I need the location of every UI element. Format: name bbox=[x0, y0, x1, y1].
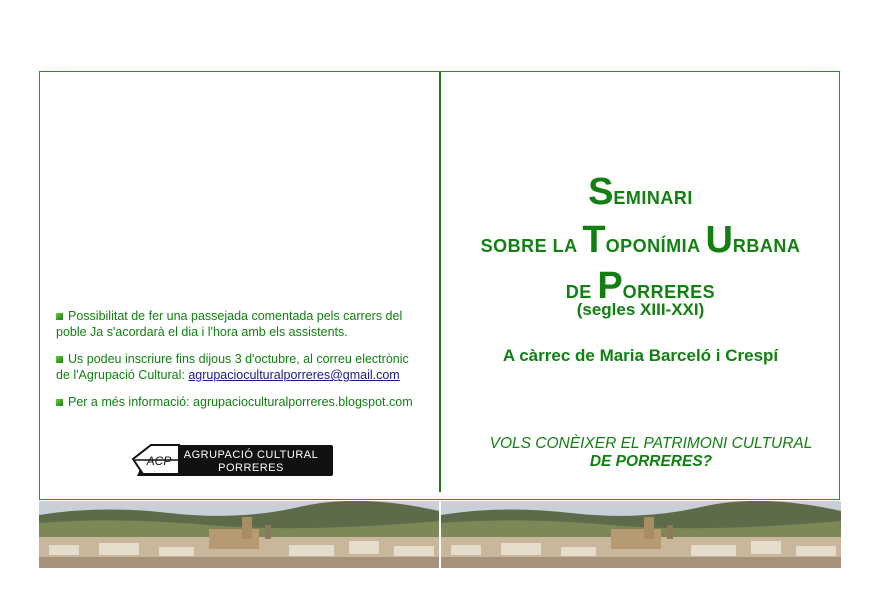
bullet-register bbox=[56, 351, 426, 383]
logo-line1: AGRUPACIÓ CULTURAL bbox=[183, 449, 319, 461]
title-rest: EMINARI bbox=[613, 188, 693, 208]
question-line1: VOLS CONÈIXER EL PATRIMONI CULTURAL bbox=[489, 435, 813, 452]
seminar-dates: (segles XIII-XXI) bbox=[576, 300, 705, 319]
bullet-square-icon bbox=[56, 399, 63, 406]
title-rest: SOBRE LA bbox=[480, 236, 583, 256]
bullet-text: Us podeu inscriure fins dijous 3 d'octubre, al correu electrònic de l'Agrupació Cultural: bbox=[56, 352, 409, 382]
title-rest: DE bbox=[565, 282, 598, 302]
bullet-square-icon bbox=[56, 356, 63, 363]
title-rest: ORRERES bbox=[622, 282, 716, 302]
question-line2: DE PORRERES? bbox=[589, 453, 713, 470]
bullet-text: Per a més informació: agrupacioculturalporreres.blogspot.com bbox=[68, 395, 413, 409]
title-cap: S bbox=[588, 171, 614, 213]
info-bullets bbox=[56, 308, 426, 421]
logo-abbr: ACP bbox=[146, 454, 172, 468]
heritage-question bbox=[441, 435, 861, 471]
title-rest: RBANA bbox=[732, 236, 801, 256]
title-cap: T bbox=[582, 219, 606, 261]
bullet-square-icon bbox=[56, 313, 63, 320]
seminar-title bbox=[441, 170, 840, 312]
town-photo-right bbox=[441, 501, 841, 568]
title-cap: U bbox=[705, 219, 733, 261]
town-photo-left bbox=[39, 501, 439, 568]
bullet-text: Possibilitat de fer una passejada comentada pels carrers del poble Ja s'acordarà el dia i l'hora amb els assistents. bbox=[56, 309, 403, 339]
bullet-walk bbox=[56, 308, 426, 340]
logo-line2: PORRERES bbox=[218, 462, 284, 474]
email-link[interactable]: agrupacioculturalporreres@gmail.com bbox=[188, 368, 400, 382]
title-rest: OPONÍMIA bbox=[605, 236, 706, 256]
bullet-more-info bbox=[56, 394, 426, 410]
title-cap: P bbox=[597, 265, 623, 307]
seminar-author: A càrrec de Maria Barceló i Crespí bbox=[502, 346, 779, 365]
acp-logo bbox=[131, 443, 333, 476]
